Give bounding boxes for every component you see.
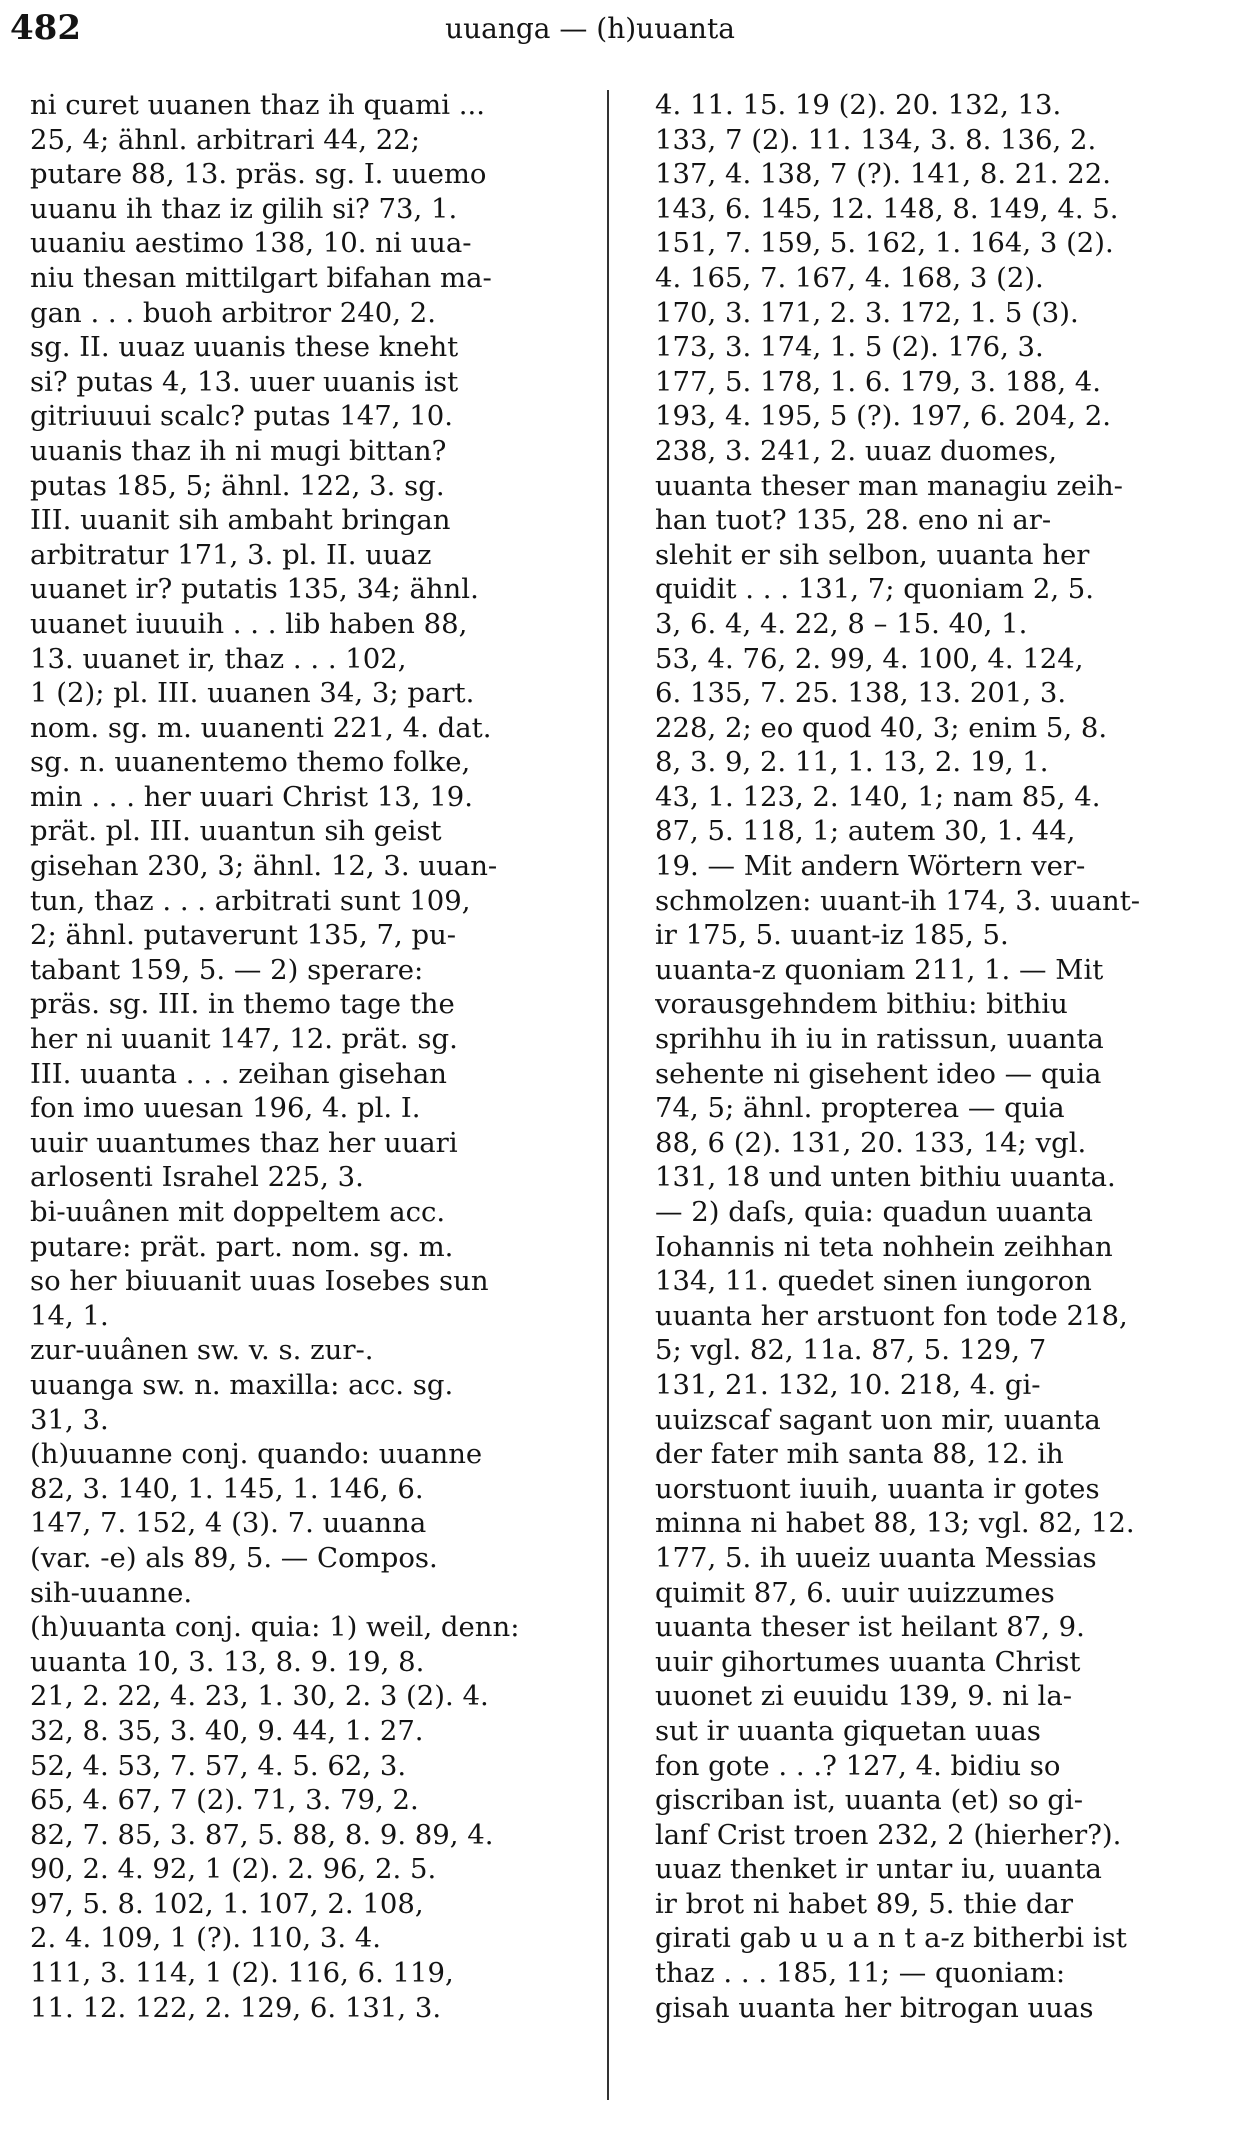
text-line: putas 185, 5; ähnl. 122, 3. sg. bbox=[30, 469, 445, 502]
text-line: uuanta 10, 3. 13, 8. 9. 19, 8. bbox=[30, 1645, 425, 1678]
text-line: 19. — Mit andern Wörtern ver- bbox=[655, 850, 1086, 883]
text-line: 228, 2; eo quod 40, 3; enim 5, 8. bbox=[655, 711, 1108, 744]
text-line: 177, 5. ih uueiz uuanta Messias bbox=[655, 1541, 1097, 1574]
column-divider bbox=[607, 90, 609, 2100]
text-line: 14, 1. bbox=[30, 1299, 109, 1332]
text-line: 97, 5. 8. 102, 1. 107, 2. 108, bbox=[30, 1887, 424, 1920]
text-line: ir 175, 5. uuant-iz 185, 5. bbox=[655, 919, 1009, 952]
text-line: gisah uuanta her bitrogan uuas bbox=[655, 1991, 1094, 2024]
text-line: sehente ni gisehent ideo — quia bbox=[655, 1057, 1102, 1090]
text-line: uorstuont iuuih, uuanta ir gotes bbox=[655, 1472, 1100, 1505]
text-line: 137, 4. 138, 7 (?). 141, 8. 21. 22. bbox=[655, 158, 1112, 191]
text-line: tabant 159, 5. — 2) sperare: bbox=[30, 953, 424, 986]
text-line: schmolzen: uuant-ih 174, 3. uuant- bbox=[655, 884, 1141, 917]
text-line: uuanta-z quoniam 211, 1. — Mit bbox=[655, 953, 1104, 986]
text-line: 151, 7. 159, 5. 162, 1. 164, 3 (2). bbox=[655, 227, 1114, 260]
text-line: 4. 11. 15. 19 (2). 20. 132, 13. bbox=[655, 89, 1062, 121]
text-line: präs. sg. III. in themo tage the bbox=[30, 988, 455, 1021]
text-line: 133, 7 (2). 11. 134, 3. 8. 136, 2. bbox=[655, 123, 1097, 156]
text-line: putare 88, 13. präs. sg. I. uuemo bbox=[30, 158, 487, 191]
text-line: prät. pl. III. uuantun sih geist bbox=[30, 815, 442, 848]
text-line: sprihhu ih iu in ratissun, uuanta bbox=[655, 1023, 1104, 1056]
text-line: sih-uuanne. bbox=[30, 1576, 193, 1609]
text-line: 32, 8. 35, 3. 40, 9. 44, 1. 27. bbox=[30, 1714, 424, 1747]
text-line: 1 (2); pl. III. uuanen 34, 3; part. bbox=[30, 677, 475, 710]
text-line: uuizscaf sagant uon mir, uuanta bbox=[655, 1403, 1101, 1436]
text-line: uuanga sw. n. maxilla: acc. sg. bbox=[30, 1368, 454, 1401]
text-line: fon imo uuesan 196, 4. pl. I. bbox=[30, 1092, 421, 1125]
text-line: 25, 4; ähnl. arbitrari 44, 22; bbox=[30, 123, 421, 156]
text-line: (h)uuanne conj. quando: uuanne bbox=[30, 1438, 483, 1471]
text-line: 82, 7. 85, 3. 87, 5. 88, 8. 9. 89, 4. bbox=[30, 1818, 494, 1851]
text-line: 170, 3. 171, 2. 3. 172, 1. 5 (3). bbox=[655, 296, 1079, 329]
text-line: 11. 12. 122, 2. 129, 6. 131, 3. bbox=[30, 1991, 442, 2024]
text-line: zur-uuânen sw. v. s. zur-. bbox=[30, 1334, 374, 1367]
text-line: uuaniu aestimo 138, 10. ni uua- bbox=[30, 227, 472, 260]
text-line: gitriuuui scalc? putas 147, 10. bbox=[30, 400, 453, 433]
text-line: sg. n. uuanentemo themo folke, bbox=[30, 746, 471, 779]
text-line: 143, 6. 145, 12. 148, 8. 149, 4. 5. bbox=[655, 192, 1119, 225]
text-line: 131, 18 und unten bithiu uuanta. bbox=[655, 1161, 1116, 1194]
text-line: uuir uuantumes thaz her uuari bbox=[30, 1126, 458, 1159]
text-line: fon gote . . .? 127, 4. bidiu so bbox=[655, 1749, 1061, 1782]
text-line: 82, 3. 140, 1. 145, 1. 146, 6. bbox=[30, 1472, 424, 1505]
text-line: 5; vgl. 82, 11a. 87, 5. 129, 7 bbox=[655, 1334, 1047, 1367]
text-line: 43, 1. 123, 2. 140, 1; nam 85, 4. bbox=[655, 780, 1101, 813]
text-line: girati gab u u a n t a-z bitherbi ist bbox=[655, 1922, 1127, 1955]
text-line: arlosenti Israhel 225, 3. bbox=[30, 1161, 364, 1194]
text-line: han tuot? 135, 28. eno ni ar- bbox=[655, 504, 1052, 537]
text-line: uuanet iuuuih . . . lib haben 88, bbox=[30, 607, 468, 640]
text-line: niu thesan mittilgart bifahan ma- bbox=[30, 261, 492, 294]
text-line: ir brot ni habet 89, 5. thie dar bbox=[655, 1887, 1073, 1920]
text-line: 87, 5. 118, 1; autem 30, 1. 44, bbox=[655, 815, 1076, 848]
text-line: uuanta theser man managiu zeih- bbox=[655, 469, 1123, 502]
text-line: Iohannis ni teta nohhein zeihhan bbox=[655, 1230, 1113, 1263]
text-line: 131, 21. 132, 10. 218, 4. gi- bbox=[655, 1368, 1041, 1401]
text-line: si? putas 4, 13. uuer uuanis ist bbox=[30, 365, 459, 398]
text-line: slehit er sih selbon, uuanta her bbox=[655, 538, 1090, 571]
text-line: 4. 165, 7. 167, 4. 168, 3 (2). bbox=[655, 261, 1044, 294]
text-line: uuir gihortumes uuanta Christ bbox=[655, 1645, 1081, 1678]
text-line: uuaz thenket ir untar iu, uuanta bbox=[655, 1853, 1102, 1886]
text-line: gan . . . buoh arbitror 240, 2. bbox=[30, 296, 437, 329]
text-line: 21, 2. 22, 4. 23, 1. 30, 2. 3 (2). 4. bbox=[30, 1680, 489, 1713]
text-line: vorausgehndem bithiu: bithiu bbox=[655, 988, 1068, 1021]
text-line: uuanet ir? putatis 135, 34; ähnl. bbox=[30, 573, 479, 606]
text-line: 147, 7. 152, 4 (3). 7. uuanna bbox=[30, 1507, 427, 1540]
text-line: 88, 6 (2). 131, 20. 133, 14; vgl. bbox=[655, 1126, 1087, 1159]
text-line: III. uuanit sih ambaht bringan bbox=[30, 504, 451, 537]
text-line: tun, thaz . . . arbitrati sunt 109, bbox=[30, 884, 471, 917]
text-line: lanf Crist troen 232, 2 (hierher?). bbox=[655, 1818, 1122, 1851]
right-column bbox=[655, 88, 1210, 2025]
text-line: sg. II. uuaz uuanis these kneht bbox=[30, 331, 459, 364]
text-line: ni curet uuanen thaz ih quami ... bbox=[30, 89, 486, 121]
text-line: 238, 3. 241, 2. uuaz duomes, bbox=[655, 434, 1058, 467]
running-title: uuanga — (h)uuanta bbox=[445, 12, 735, 45]
text-line: so her biuuanit uuas Iosebes sun bbox=[30, 1265, 489, 1298]
text-line: putare: prät. part. nom. sg. m. bbox=[30, 1230, 454, 1263]
text-line: 134, 11. quedet sinen iungoron bbox=[655, 1265, 1092, 1298]
text-line: giscriban ist, uuanta (et) so gi- bbox=[655, 1784, 1084, 1817]
text-line: 90, 2. 4. 92, 1 (2). 2. 96, 2. 5. bbox=[30, 1853, 437, 1886]
text-line: 111, 3. 114, 1 (2). 116, 6. 119, bbox=[30, 1957, 454, 1990]
text-line: uuanu ih thaz iz gilih si? 73, 1. bbox=[30, 192, 458, 225]
text-line: minna ni habet 88, 13; vgl. 82, 12. bbox=[655, 1507, 1135, 1540]
text-line: 193, 4. 195, 5 (?). 197, 6. 204, 2. bbox=[655, 400, 1112, 433]
text-line: — 2) daſs, quia: quadun uuanta bbox=[655, 1196, 1093, 1228]
text-line: quidit . . . 131, 7; quoniam 2, 5. bbox=[655, 573, 1095, 606]
text-line: 173, 3. 174, 1. 5 (2). 176, 3. bbox=[655, 331, 1044, 364]
text-line: arbitratur 171, 3. pl. II. uuaz bbox=[30, 538, 432, 571]
text-line: gisehan 230, 3; ähnl. 12, 3. uuan- bbox=[30, 850, 498, 883]
page-header bbox=[0, 0, 1244, 70]
text-line: thaz . . . 185, 11; — quoniam: bbox=[655, 1957, 1066, 1990]
text-line: uuanta her arstuont fon tode 218, bbox=[655, 1299, 1128, 1332]
text-line: 74, 5; ähnl. propterea — quia bbox=[655, 1092, 1065, 1125]
text-line: 3, 6. 4, 4. 22, 8 – 15. 40, 1. bbox=[655, 607, 1028, 640]
text-line: uuonet zi euuidu 139, 9. ni la- bbox=[655, 1680, 1073, 1713]
text-line: (var. -e) als 89, 5. — Compos. bbox=[30, 1541, 438, 1574]
text-line: 31, 3. bbox=[30, 1403, 109, 1436]
text-line: 13. uuanet ir, thaz . . . 102, bbox=[30, 642, 407, 675]
text-line: min . . . her uuari Christ 13, 19. bbox=[30, 780, 473, 813]
text-line: bi-uuânen mit doppeltem acc. bbox=[30, 1196, 446, 1228]
text-line: der fater mih santa 88, 12. ih bbox=[655, 1438, 1064, 1471]
text-line: 6. 135, 7. 25. 138, 13. 201, 3. bbox=[655, 677, 1067, 710]
text-line: uuanta theser ist heilant 87, 9. bbox=[655, 1611, 1085, 1644]
text-line: 177, 5. 178, 1. 6. 179, 3. 188, 4. bbox=[655, 365, 1102, 398]
text-line: (h)uuanta conj. quia: 1) weil, denn: bbox=[30, 1611, 520, 1644]
text-line: sut ir uuanta giquetan uuas bbox=[655, 1714, 1041, 1747]
text-line: 8, 3. 9, 2. 11, 1. 13, 2. 19, 1. bbox=[655, 746, 1049, 779]
text-line: her ni uuanit 147, 12. prät. sg. bbox=[30, 1023, 458, 1056]
text-line: quimit 87, 6. uuir uuizzumes bbox=[655, 1576, 1055, 1609]
left-column bbox=[30, 88, 585, 2025]
text-line: 53, 4. 76, 2. 99, 4. 100, 4. 124, bbox=[655, 642, 1084, 675]
text-line: III. uuanta . . . zeihan gisehan bbox=[30, 1057, 447, 1090]
page-number: 482 bbox=[10, 8, 81, 48]
text-line: 2. 4. 109, 1 (?). 110, 3. 4. bbox=[30, 1922, 382, 1955]
text-line: 52, 4. 53, 7. 57, 4. 5. 62, 3. bbox=[30, 1749, 407, 1782]
text-line: uuanis thaz ih ni mugi bittan? bbox=[30, 434, 447, 467]
text-line: 2; ähnl. putaverunt 135, 7, pu- bbox=[30, 919, 457, 952]
text-line: nom. sg. m. uuanenti 221, 4. dat. bbox=[30, 711, 492, 744]
text-line: 65, 4. 67, 7 (2). 71, 3. 79, 2. bbox=[30, 1784, 419, 1817]
